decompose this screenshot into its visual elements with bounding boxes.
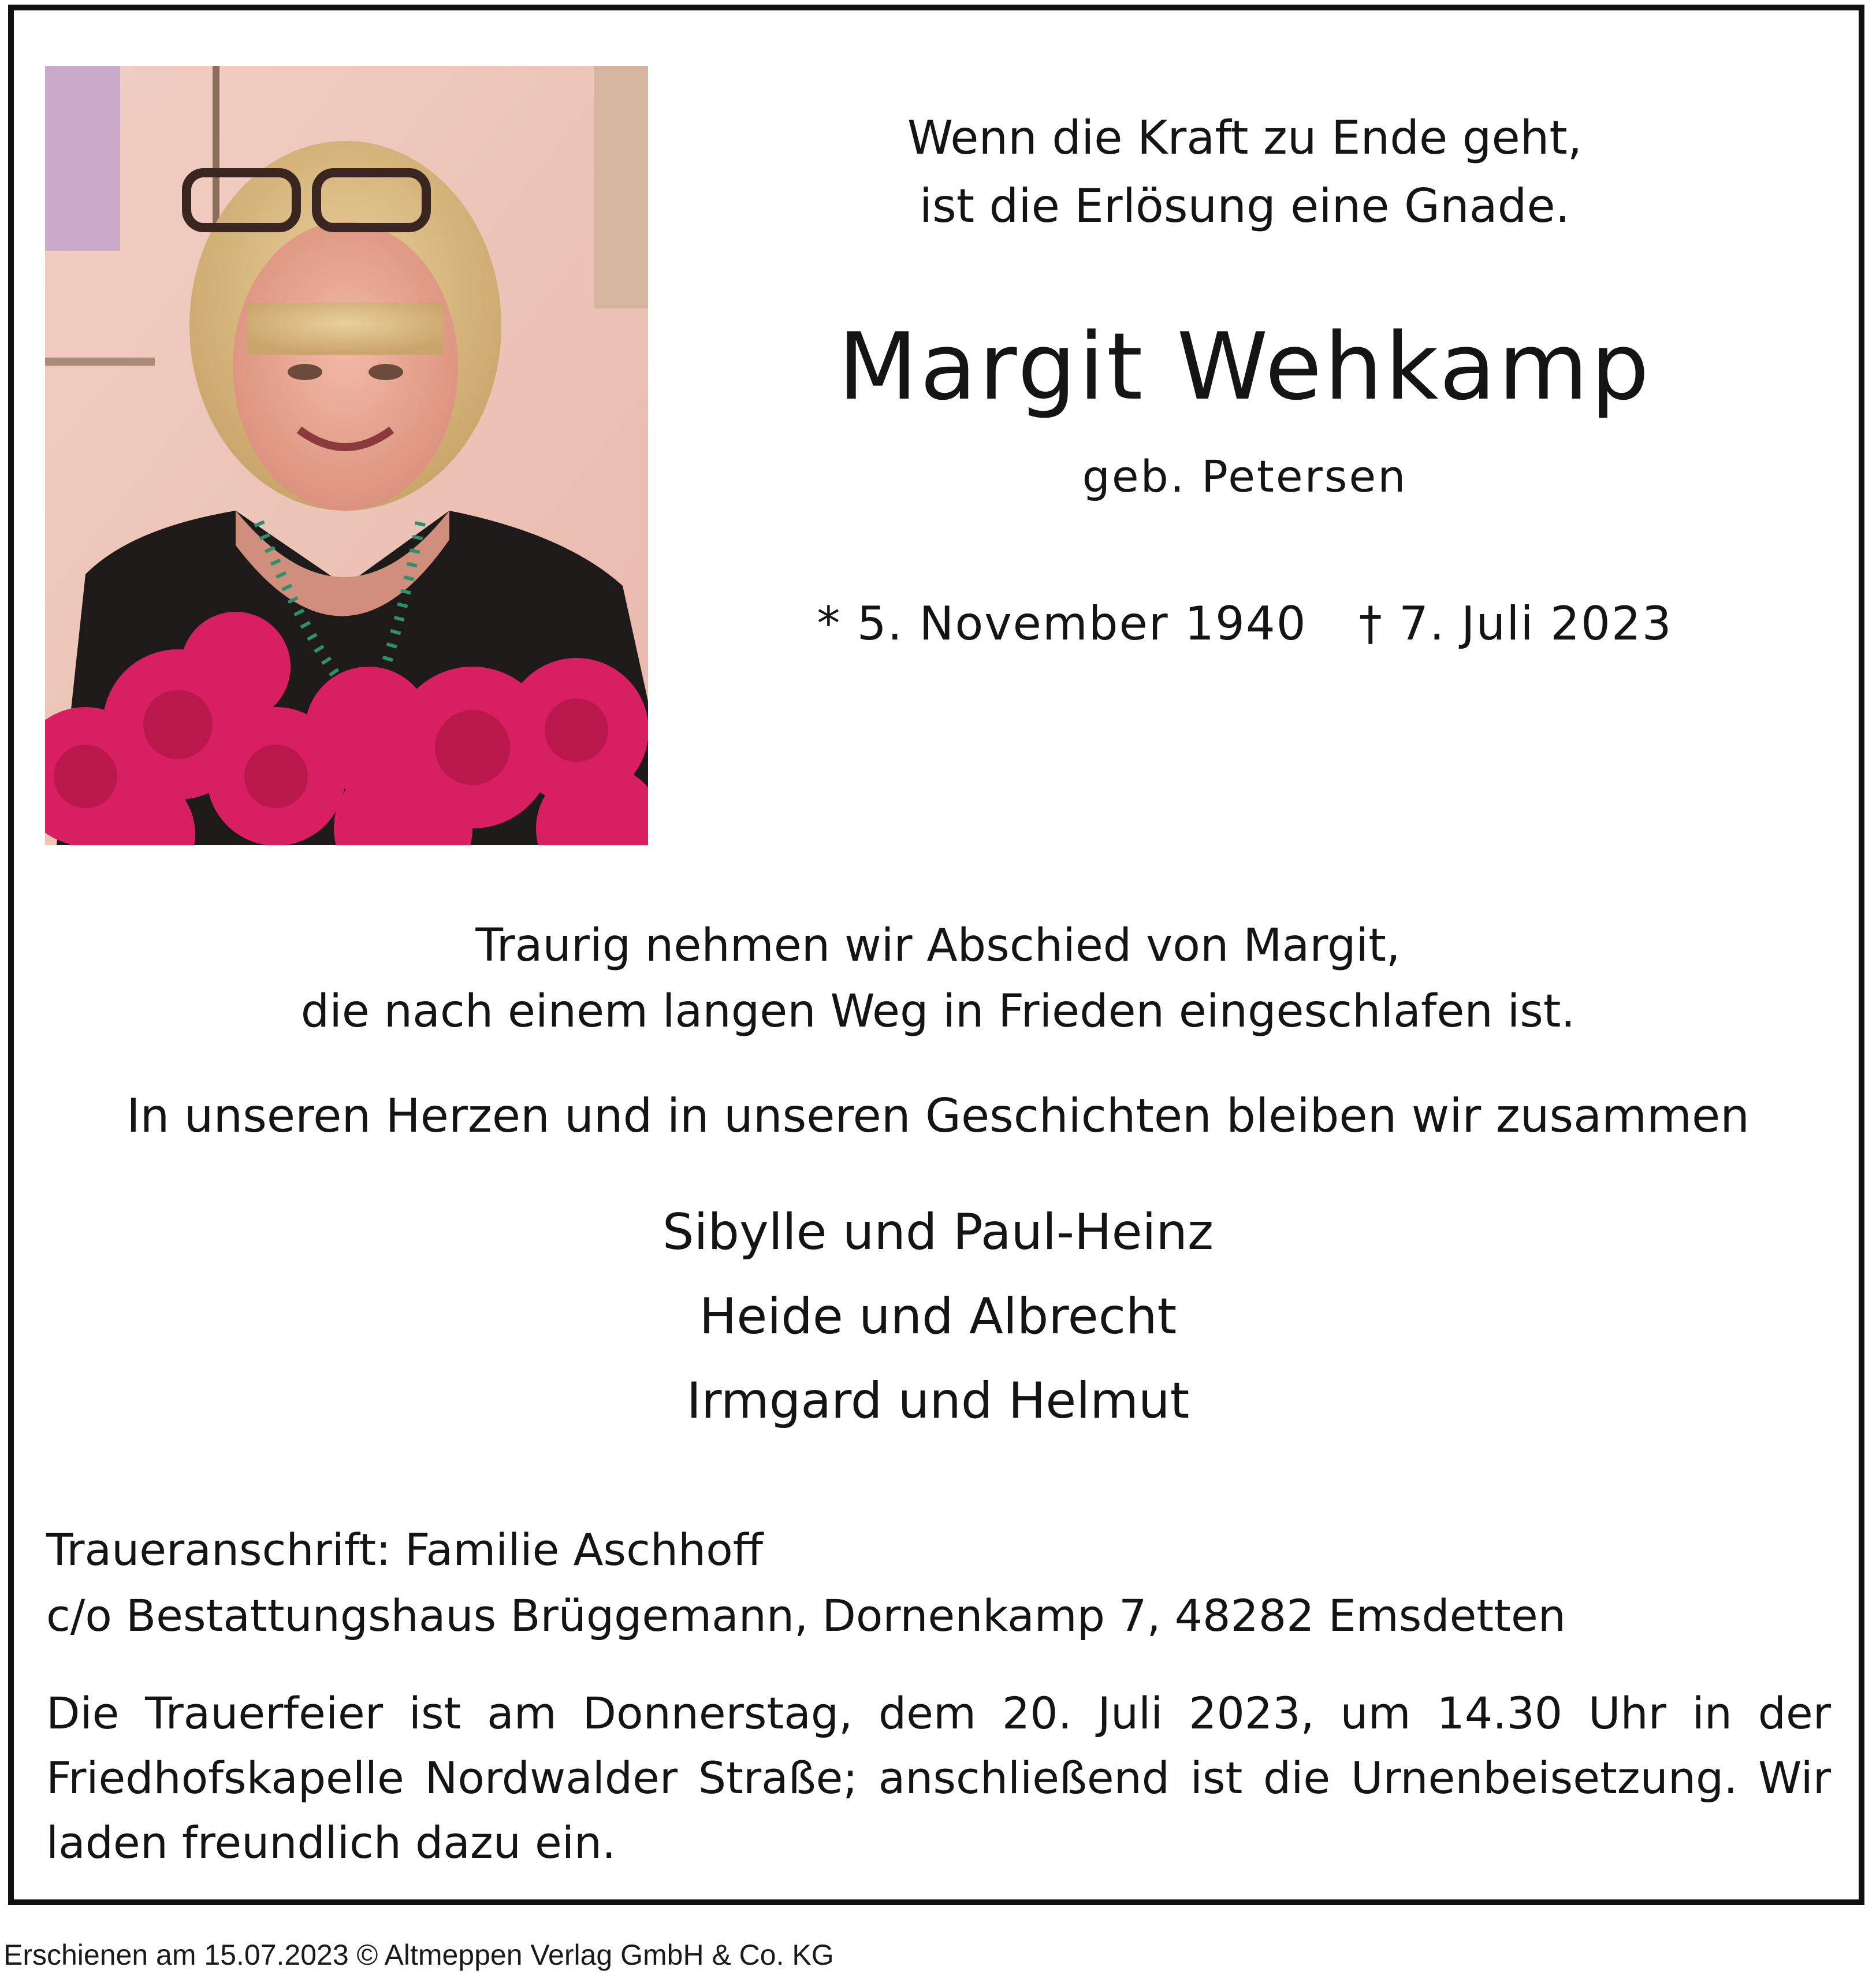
deceased-name: Margit Wehkamp bbox=[838, 313, 1652, 421]
farewell-line-2: die nach einem langen Weg in Frieden eingeschlafen ist. bbox=[300, 986, 1576, 1038]
signer: Sibylle und Paul-Heinz bbox=[662, 1203, 1214, 1261]
ceremony-details: Die Trauerfeier ist am Donnerstag, dem 20. Juli 2023, um 14.30 Uhr in der Friedhofskapelle Nordwalder Straße; anschließend ist die Urnenbeisetzung. Wir laden freundlich dazu ein. bbox=[46, 1687, 1831, 1868]
verse bbox=[734, 104, 1756, 240]
death-date: † 7. Juli 2023 bbox=[1358, 597, 1673, 650]
maiden-name: geb. Petersen bbox=[1082, 451, 1408, 502]
address-line-2: c/o Bestattungshaus Brüggemann, Dornenkamp 7, 48282 Emsdetten bbox=[46, 1590, 1566, 1641]
signer: Irmgard und Helmut bbox=[686, 1372, 1190, 1430]
signers-list bbox=[23, 1190, 1853, 1443]
farewell-line-1: Traurig nehmen wir Abschied von Margit, bbox=[475, 920, 1401, 972]
life-dates bbox=[734, 589, 1756, 659]
portrait-photo bbox=[45, 66, 648, 845]
verse-line-1: Wenn die Kraft zu Ende geht, bbox=[907, 111, 1583, 165]
verse-line-2: ist die Erlösung eine Gnade. bbox=[919, 179, 1570, 233]
address-line-1: Traueranschrift: Familie Aschhoff bbox=[46, 1524, 764, 1575]
motto: In unseren Herzen und in unseren Geschichten bleiben wir zusammen bbox=[126, 1089, 1750, 1143]
farewell-text bbox=[23, 913, 1853, 1044]
birth-date: * 5. November 1940 bbox=[817, 597, 1307, 650]
portrait-illustration bbox=[45, 66, 648, 845]
mourning-address bbox=[46, 1517, 1837, 1649]
signer: Heide und Albrecht bbox=[699, 1288, 1177, 1345]
publication-footer: Erschienen am 15.07.2023 © Altmeppen Verlag GmbH & Co. KG bbox=[3, 1939, 834, 1971]
